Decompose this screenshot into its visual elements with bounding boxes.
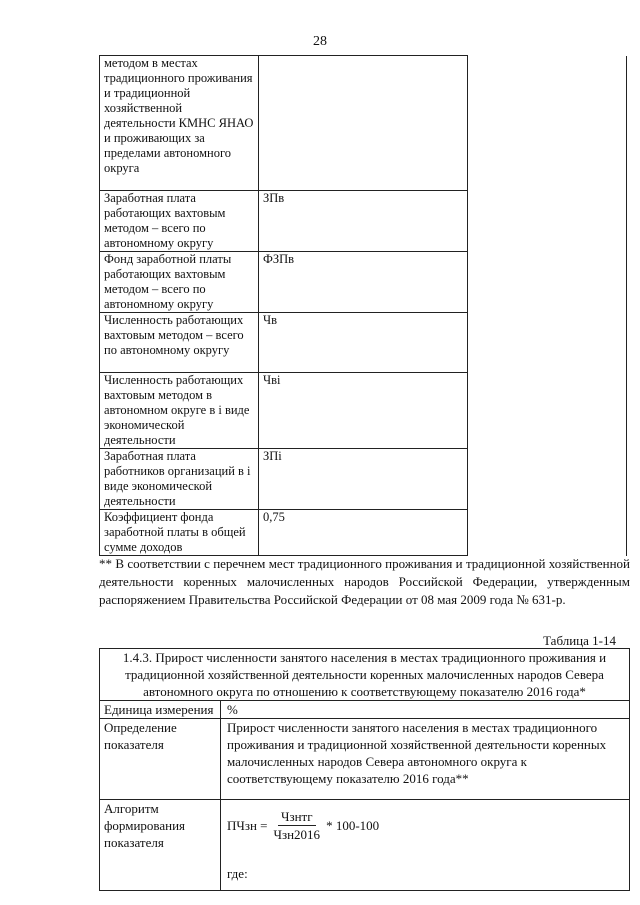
formula-rhs: * 100-100 <box>326 818 380 833</box>
indicator-name: Заработная плата работников организаций в i виде экономической деятельности <box>100 449 259 510</box>
indicator-name: методом в местах традиционного проживания и традиционной хозяйственной деятельности КМНС ЯНАО и проживающих за пределами автономного округа <box>100 56 259 191</box>
indicator-passport-table <box>99 648 630 891</box>
unit-label: Единица измерения <box>100 701 221 719</box>
page-number: 28 <box>313 34 327 49</box>
table-row <box>100 649 630 701</box>
indicator-name: Численность работающих вахтовым методом в автономном округе в i виде экономической деятельности <box>100 373 259 449</box>
algorithm-cell <box>221 800 630 891</box>
table-row <box>100 56 627 191</box>
formula-fraction <box>271 808 324 843</box>
indicator-symbol: ФЗПв <box>259 252 468 313</box>
footnote: ** В соответствии с перечнем мест традиционного проживания и традиционной хозяйственной деятельности коренных малочисленных народов Российской Федерации, утвержденным распоряжением Правительства Российской Федерации от 08 мая 2009 года № 631-р. <box>99 556 630 607</box>
definition-label: Определение показателя <box>100 719 221 800</box>
unit-value: % <box>221 701 630 719</box>
indicator-symbol: Чвi <box>259 373 468 449</box>
indicator-name: Фонд заработной платы работающих вахтовым методом – всего по автономному округу <box>100 252 259 313</box>
indicator-name: Коэффициент фонда заработной платы в общей сумме доходов <box>100 510 259 556</box>
indicator-name: Заработная плата работающих вахтовым методом – всего по автономному округу <box>100 191 259 252</box>
table-row <box>100 701 630 719</box>
indicator-title: 1.4.3. Прирост численности занятого населения в местах традиционного проживания и традиционной хозяйственной деятельности коренных малочисленных народов Севера автономного округа по отношению к соответствующему показателю 2016 года* <box>100 649 630 701</box>
indicator-symbol <box>259 56 468 191</box>
table-row <box>100 800 630 891</box>
indicators-table <box>99 55 627 556</box>
formula <box>227 808 625 843</box>
indicator-symbol: Чв <box>259 313 468 373</box>
table-row <box>100 719 630 800</box>
indicator-symbol: ЗПв <box>259 191 468 252</box>
formula-numerator: Чзнтг <box>278 808 316 826</box>
indicator-symbol: ЗПi <box>259 449 468 510</box>
indicator-symbol: 0,75 <box>259 510 468 556</box>
formula-denominator: Чзн2016 <box>273 827 321 842</box>
definition-value: Прирост численности занятого населения в местах традиционного проживания и традиционной хозяйственной деятельности коренных малочисленных народов Севера автономного округа к соответствующему показателю 2016 года** <box>221 719 630 800</box>
formula-lhs: ПЧзн = <box>227 818 268 833</box>
indicator-name: Численность работающих вахтовым методом – всего по автономному округу <box>100 313 259 373</box>
where-label: где: <box>227 866 248 881</box>
table-caption: Таблица 1-14 <box>543 633 616 648</box>
algorithm-label: Алгоритм формирования показателя <box>100 800 221 891</box>
